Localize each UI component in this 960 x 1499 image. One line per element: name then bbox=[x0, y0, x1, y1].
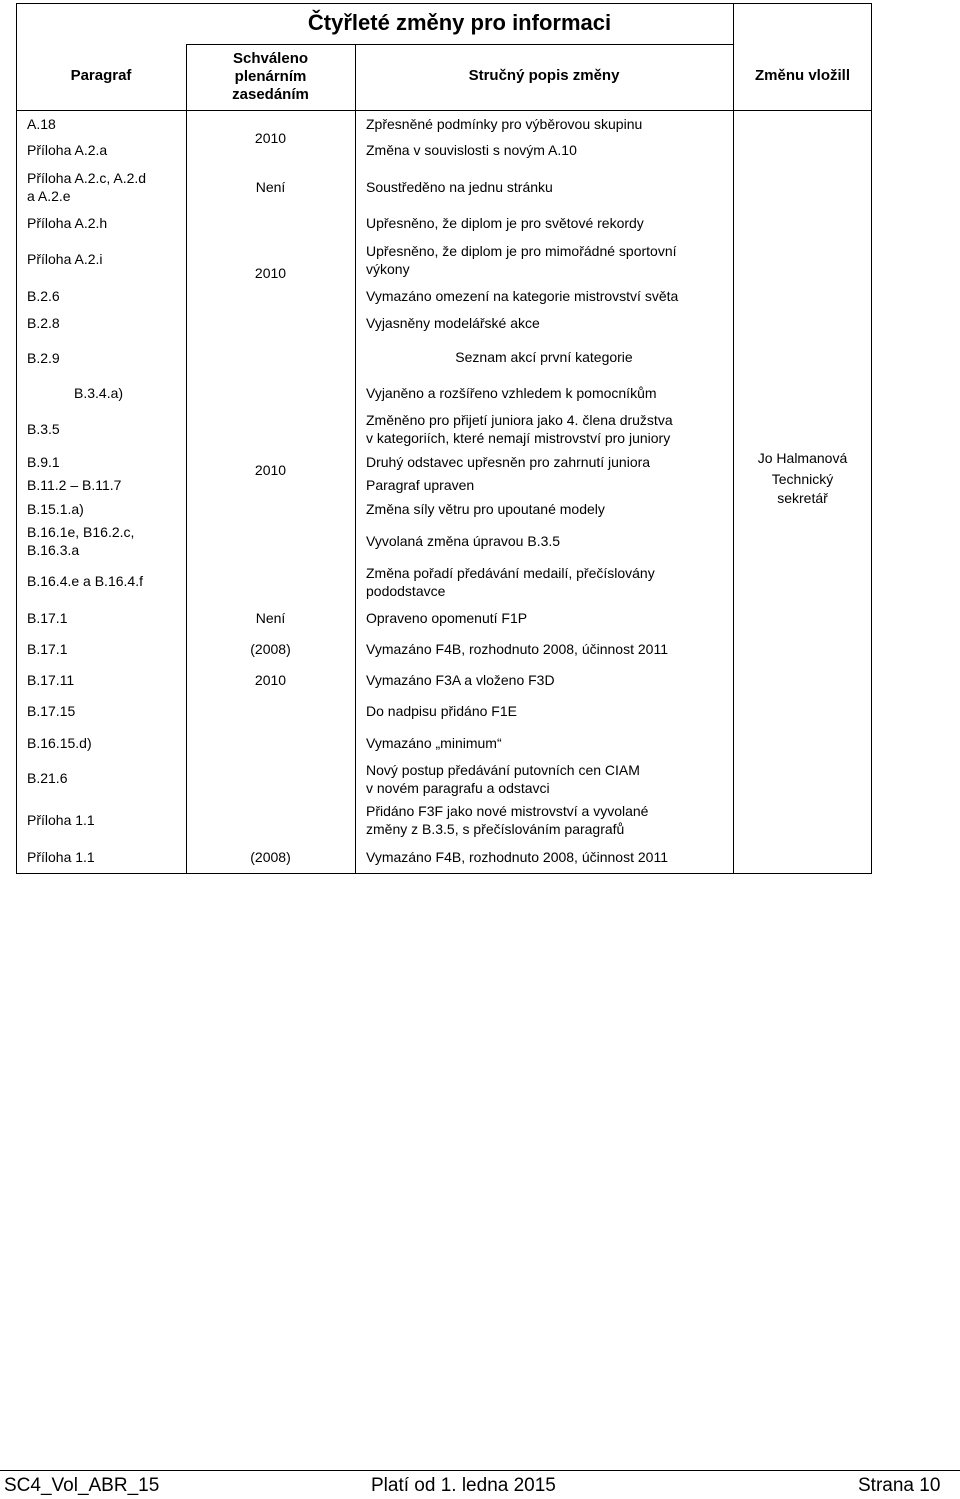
page-title: Čtyřleté změny pro informaci bbox=[307, 10, 612, 35]
description-cell: Přidáno F3F jako nové mistrovství a vyvolané bbox=[366, 803, 649, 819]
description-cell: Vymazáno „minimum“ bbox=[366, 735, 502, 751]
description-cell: Seznam akcí první kategorie bbox=[455, 349, 633, 365]
column-divider bbox=[733, 3, 734, 874]
description-cell: Změna v souvislosti s novým A.10 bbox=[366, 142, 577, 158]
header-paragraf: Paragraf bbox=[70, 67, 132, 84]
author-role: Technický bbox=[771, 471, 834, 487]
title-divider bbox=[186, 44, 733, 45]
description-cell: v novém paragrafu a odstavci bbox=[366, 780, 550, 796]
header-approved-2: plenárním bbox=[234, 68, 307, 85]
description-cell: Změna pořadí předávání medailí, přečíslovány bbox=[366, 565, 655, 581]
description-cell: Druhý odstavec upřesněn pro zahrnutí juniora bbox=[366, 454, 651, 470]
description-cell: Změněno pro přijetí juniora jako 4. člena družstva bbox=[366, 412, 673, 428]
header-approved-1: Schváleno bbox=[232, 50, 309, 67]
approved-cell: Není bbox=[255, 610, 286, 626]
header-author: Změnu vložill bbox=[754, 67, 850, 84]
paragraph-cell: B.3.4.a) bbox=[74, 385, 124, 401]
description-cell: Zpřesněné podmínky pro výběrovou skupinu bbox=[366, 116, 643, 132]
approved-cell: 2010 bbox=[254, 130, 287, 146]
footer-doc-id: SC4_Vol_ABR_15 bbox=[4, 1475, 160, 1496]
description-cell: Vyvolaná změna úpravou B.3.5 bbox=[366, 533, 561, 549]
paragraph-cell: B.17.1 bbox=[27, 610, 68, 626]
paragraph-cell: B.17.1 bbox=[27, 641, 68, 657]
paragraph-cell: B.17.15 bbox=[27, 703, 76, 719]
paragraph-cell: B.21.6 bbox=[27, 770, 68, 786]
paragraph-cell: B.2.9 bbox=[27, 350, 60, 366]
description-cell: Vyjaněno a rozšířeno vzhledem k pomocníkům bbox=[366, 385, 657, 401]
paragraph-cell: B.16.3.a bbox=[27, 542, 80, 558]
paragraph-cell: A.18 bbox=[27, 116, 56, 132]
paragraph-cell: B.16.1e, B16.2.c, bbox=[27, 524, 135, 540]
description-cell: Vymazáno omezení na kategorie mistrovství světa bbox=[366, 288, 679, 304]
description-cell: Upřesněno, že diplom je pro mimořádné sportovní bbox=[366, 243, 677, 259]
approved-cell: 2010 bbox=[254, 265, 287, 281]
paragraph-cell: B.11.2 – B.11.7 bbox=[27, 477, 122, 493]
description-cell: Nový postup předávání putovních cen CIAM bbox=[366, 762, 640, 778]
paragraph-cell: B.16.15.d) bbox=[27, 735, 92, 751]
description-cell: změny z B.3.5, s přečíslováním paragrafů bbox=[366, 821, 625, 837]
paragraph-cell: Příloha A.2.a bbox=[27, 142, 108, 158]
description-cell: pododstavce bbox=[366, 583, 446, 599]
paragraph-cell: B.3.5 bbox=[27, 421, 60, 437]
description-cell: Do nadpisu přidáno F1E bbox=[366, 703, 517, 719]
paragraph-cell: B.2.6 bbox=[27, 288, 60, 304]
footer-valid-from: Platí od 1. ledna 2015 bbox=[371, 1475, 556, 1496]
description-cell: Soustředěno na jednu stránku bbox=[366, 179, 553, 195]
description-cell: Paragraf upraven bbox=[366, 477, 475, 493]
paragraph-cell: Příloha A.2.h bbox=[27, 215, 108, 231]
column-divider bbox=[186, 44, 187, 874]
description-cell: Vymazáno F4B, rozhodnuto 2008, účinnost 2011 bbox=[366, 849, 668, 865]
author-name: Jo Halmanová bbox=[757, 450, 848, 466]
description-cell: Vyjasněny modelářské akce bbox=[366, 315, 540, 331]
paragraph-cell: a A.2.e bbox=[27, 188, 71, 204]
header-divider bbox=[16, 110, 872, 111]
approved-cell: 2010 bbox=[254, 672, 287, 688]
description-cell: Vymazáno F3A a vloženo F3D bbox=[366, 672, 555, 688]
footer-page-number: Strana 10 bbox=[858, 1475, 941, 1496]
paragraph-cell: B.15.1.a) bbox=[27, 501, 84, 517]
approved-cell: (2008) bbox=[250, 641, 291, 657]
paragraph-cell: Příloha 1.1 bbox=[27, 812, 95, 828]
paragraph-cell: B.16.4.e a B.16.4.f bbox=[27, 573, 143, 589]
paragraph-cell: Příloha A.2.i bbox=[27, 251, 103, 267]
author-role: sekretář bbox=[777, 490, 828, 506]
paragraph-cell: B.17.11 bbox=[27, 672, 75, 688]
approved-cell: (2008) bbox=[250, 849, 291, 865]
header-approved-3: zasedáním bbox=[232, 86, 309, 103]
approved-cell: 2010 bbox=[254, 462, 287, 478]
description-cell: Upřesněno, že diplom je pro světové rekordy bbox=[366, 215, 644, 231]
paragraph-cell: B.2.8 bbox=[27, 315, 60, 331]
description-cell: Změna síly větru pro upoutané modely bbox=[366, 501, 605, 517]
paragraph-cell: B.9.1 bbox=[27, 454, 60, 470]
header-description: Stručný popis změny bbox=[468, 67, 620, 84]
description-cell: v kategoriích, které nemají mistrovství pro juniory bbox=[366, 430, 671, 446]
column-divider bbox=[355, 44, 356, 874]
paragraph-cell: Příloha A.2.c, A.2.d bbox=[27, 170, 147, 186]
footer-rule bbox=[0, 1470, 960, 1471]
description-cell: výkony bbox=[366, 261, 410, 277]
paragraph-cell: Příloha 1.1 bbox=[27, 849, 95, 865]
description-cell: Opraveno opomenutí F1P bbox=[366, 610, 528, 626]
description-cell: Vymazáno F4B, rozhodnuto 2008, účinnost 2011 bbox=[366, 641, 668, 657]
approved-cell: Není bbox=[255, 179, 286, 195]
